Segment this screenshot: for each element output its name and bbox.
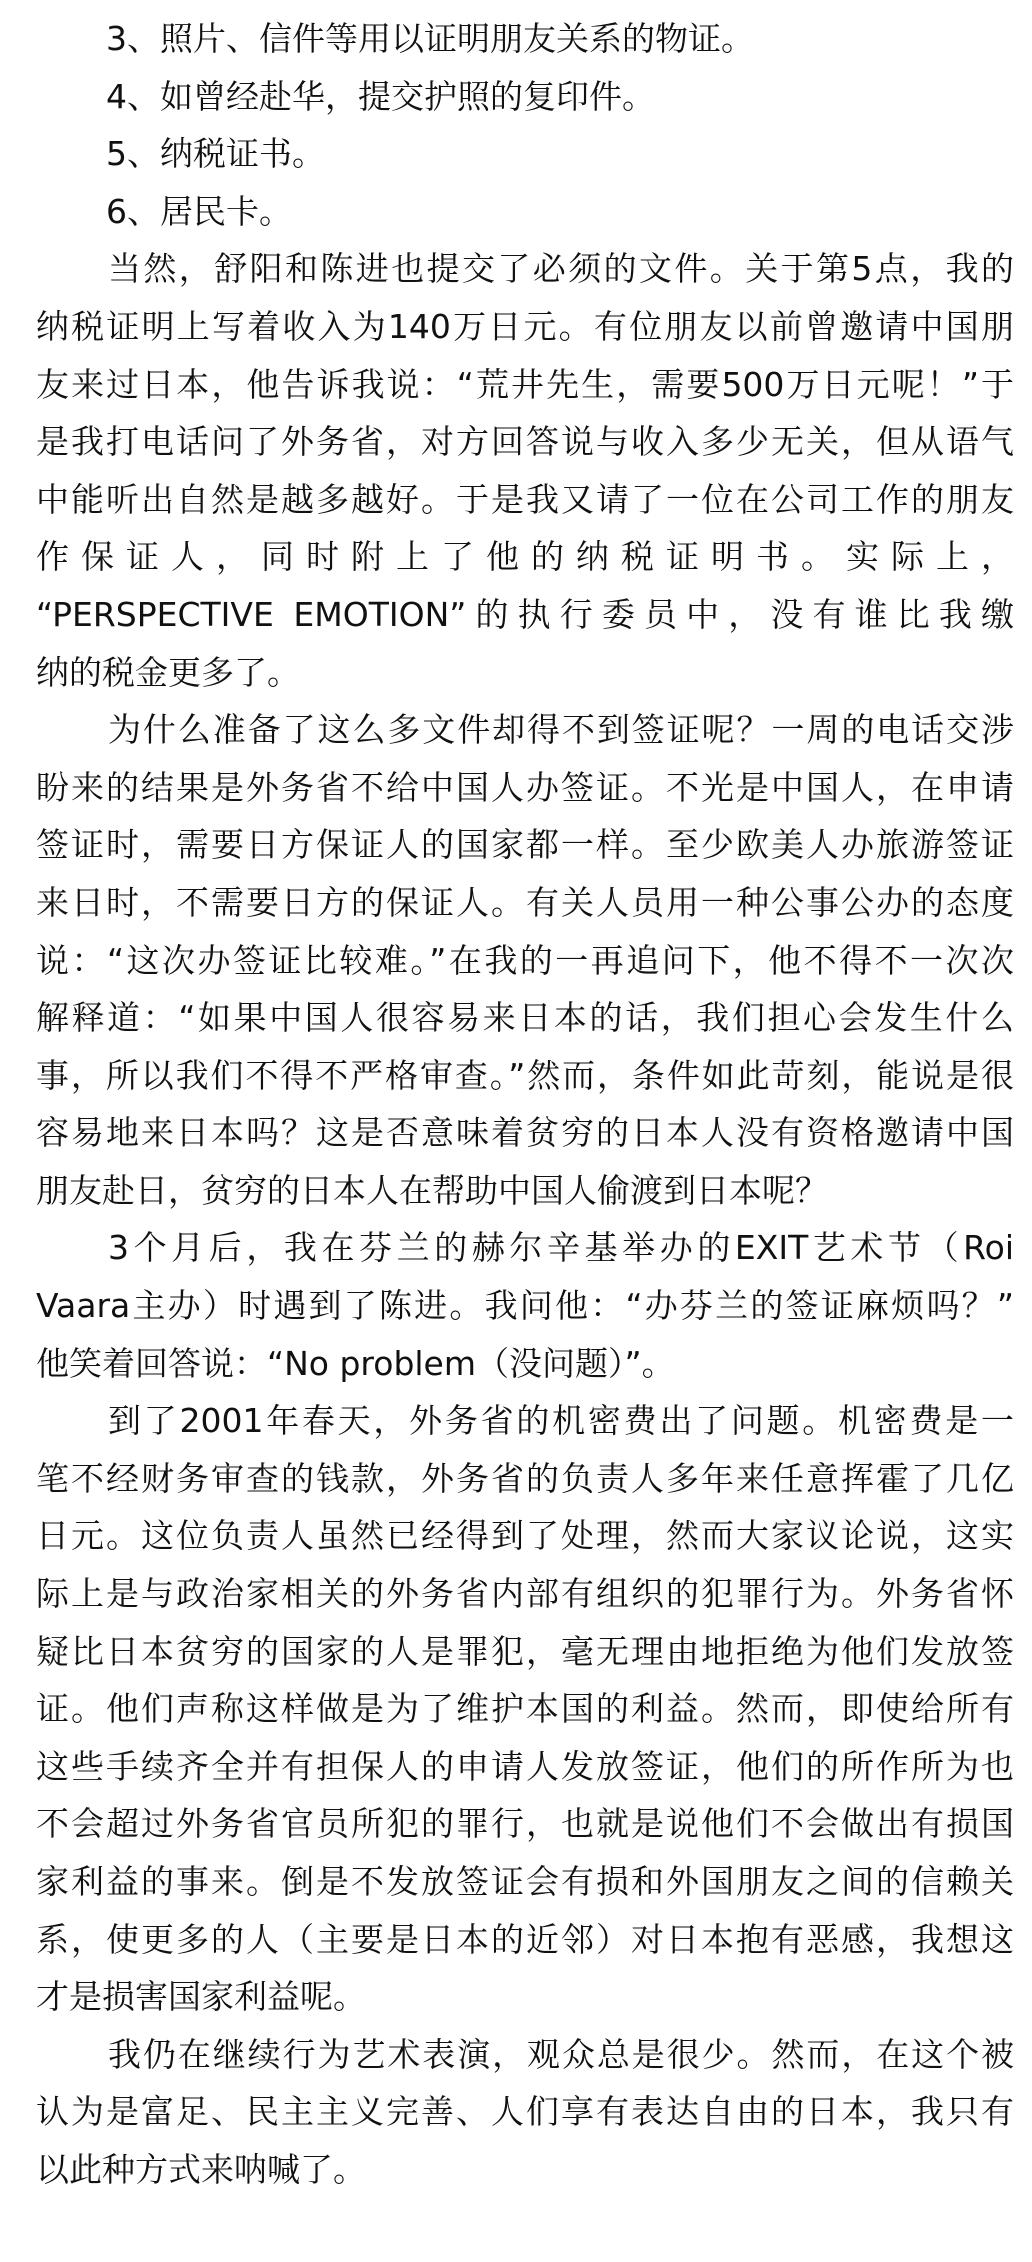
text-line: 疑比日本贫穷的国家的人是罪犯，毫无理由地拒绝为他们发放签 — [36, 1631, 1014, 1671]
text-line: 际上是与政治家相关的外务省内部有组织的犯罪行为。外务省怀 — [36, 1574, 1014, 1614]
text-line: 作保证人，同时附上了他的纳税证明书。实际上， — [36, 537, 1014, 577]
list-item: 5、纳税证书。 — [106, 134, 325, 174]
text-line: 系，使更多的人（主要是日本的近邻）对日本抱有恶感，我想这 — [36, 1919, 1014, 1959]
paragraph — [36, 2026, 1014, 2199]
paragraph — [36, 240, 1014, 701]
text-line: 笔不经财务审查的钱款，外务省的负责人多年来任意挥霍了几亿 — [36, 1458, 1014, 1498]
list-item: 6、居民卡。 — [106, 191, 292, 231]
text-line: 盼来的结果是外务省不给中国人办签证。不光是中国人，在申请 — [36, 767, 1014, 807]
list-item: 3、照片、信件等用以证明朋友关系的物证。 — [106, 19, 754, 58]
text-line: 家利益的事来。倒是不发放签证会有损和外国朋友之间的信赖关 — [36, 1862, 1014, 1901]
text-line: 当然，舒阳和陈进也提交了必须的文件。关于第5点，我的 — [108, 249, 1014, 289]
text-line: 3个月后，我在芬兰的赫尔辛基举办的EXIT艺术节（Roi — [108, 1228, 1014, 1268]
text-line: 来日时，不需要日方的保证人。有关人员用一种公事公办的态度 — [36, 882, 1014, 922]
text-line: 日元。这位负责人虽然已经得到了处理，然而大家议论说，这实 — [36, 1516, 1014, 1556]
text-line: 才是损害国家利益呢。 — [36, 1977, 366, 2017]
text-line: 以此种方式来呐喊了。 — [36, 2149, 366, 2189]
text-line: 不会超过外务省官员所犯的罪行，也就是说他们不会做出有损国 — [36, 1804, 1014, 1844]
paragraph — [36, 1392, 1014, 2026]
text-line: 他笑着回答说：“No problem（没问题）”。 — [36, 1343, 675, 1383]
text-line: 是我打电话问了外务省，对方回答说与收入多少无关，但从语气 — [36, 422, 1014, 462]
text-line: 友来过日本，他告诉我说：“荒井先生，需要500万日元呢！”于 — [36, 364, 1014, 404]
text-line: 朋友赴日，贫穷的日本人在帮助中国人偷渡到日本呢？ — [36, 1170, 828, 1210]
text-line: 纳的税金更多了。 — [36, 652, 300, 692]
text-line: 到了2001年春天，外务省的机密费出了问题。机密费是一 — [108, 1401, 1014, 1441]
text-line: “PERSPECTIVE EMOTION”的执行委员中，没有谁比我缴 — [36, 594, 1014, 634]
text-line: 为什么准备了这么多文件却得不到签证呢？一周的电话交涉 — [108, 710, 1014, 750]
text-line: Vaara主办）时遇到了陈进。我问他：“办芬兰的签证麻烦吗？” — [36, 1286, 1014, 1326]
text-line: 证。他们声称这样做是为了维护本国的利益。然而，即使给所有 — [36, 1689, 1014, 1729]
text-line: 认为是富足、民主主义完善、人们享有表达自由的日本，我只有 — [36, 2092, 1014, 2132]
document-page — [36, 10, 1014, 2199]
list-item: 4、如曾经赴华，提交护照的复印件。 — [106, 76, 655, 116]
paragraph — [36, 1219, 1014, 1392]
text-line: 中能听出自然是越多越好。于是我又请了一位在公司工作的朋友 — [36, 479, 1014, 519]
text-line: 纳税证明上写着收入为140万日元。有位朋友以前曾邀请中国朋 — [36, 306, 1014, 346]
text-line: 这些手续齐全并有担保人的申请人发放签证，他们的所作所为也 — [36, 1746, 1014, 1786]
text-line: 签证时，需要日方保证人的国家都一样。至少欧美人办旅游签证 — [36, 825, 1014, 865]
text-line: 解释道：“如果中国人很容易来日本的话，我们担心会发生什么 — [36, 998, 1014, 1038]
text-line: 事，所以我们不得不严格审查。”然而，条件如此苛刻，能说是很 — [36, 1055, 1014, 1095]
text-line: 说：“这次办签证比较难。”在我的一再追问下，他不得不一次次 — [36, 940, 1014, 980]
text-line: 我仍在继续行为艺术表演，观众总是很少。然而，在这个被 — [108, 2034, 1014, 2074]
text-line: 容易地来日本吗？这是否意味着贫穷的日本人没有资格邀请中国 — [36, 1113, 1014, 1153]
paragraph — [36, 701, 1014, 1219]
